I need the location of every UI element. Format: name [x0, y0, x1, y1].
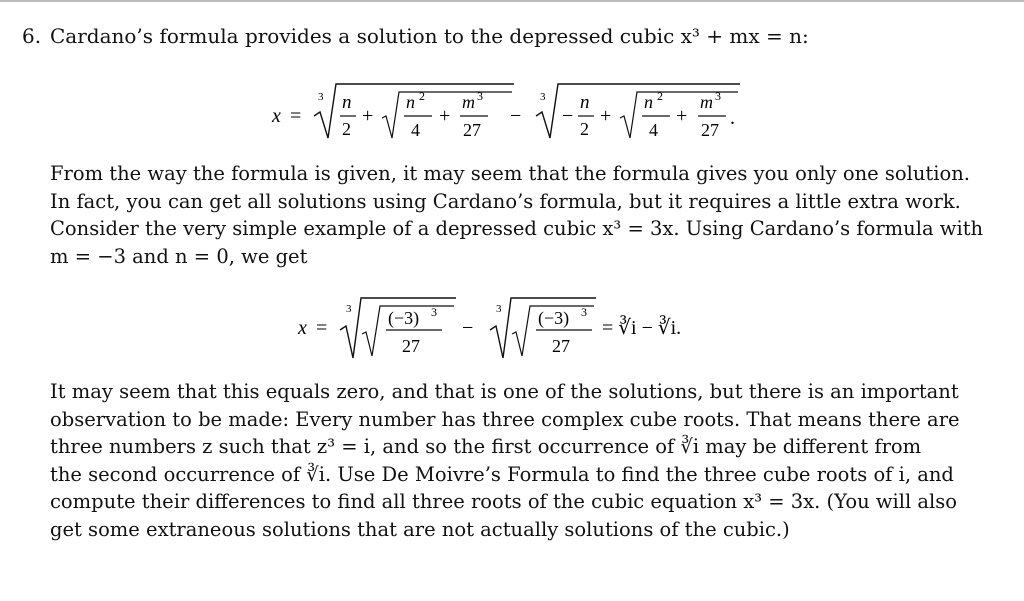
paragraph-1-line: From the way the formula is given, it may seem that the formula gives you only one solution. — [50, 162, 970, 185]
svg-text:x: x — [298, 317, 307, 339]
svg-text:+: + — [676, 105, 688, 127]
svg-text:3: 3 — [540, 91, 546, 103]
equals-sign: = — [290, 105, 302, 127]
paragraph-2-line: compute their differences to find all three roots of the cubic equation x³ = 3x. (You will also — [50, 490, 958, 513]
svg-text:2: 2 — [342, 119, 351, 139]
paragraph-1-line: m = −3 and n = 0, we get — [50, 244, 308, 268]
paragraph-2 — [50, 378, 960, 543]
paragraph-1-line: Consider the very simple example of a depressed cubic x³ = 3x. Using Cardano’s formula with — [50, 217, 984, 240]
svg-text:n: n — [644, 92, 653, 112]
svg-text:n: n — [342, 92, 352, 113]
svg-text:2: 2 — [580, 119, 589, 139]
svg-text:3: 3 — [581, 305, 587, 319]
svg-text:2: 2 — [657, 89, 663, 103]
svg-text:+: + — [362, 105, 374, 127]
svg-text:m: m — [462, 92, 475, 112]
svg-text:(−3): (−3) — [388, 308, 420, 328]
svg-text:=: = — [316, 317, 328, 339]
example-first-root — [340, 298, 456, 358]
paragraph-2-line: get some extraneous solutions that are not actually solutions of the cubic.) — [50, 517, 790, 541]
svg-text:2: 2 — [419, 89, 425, 103]
svg-text:−: − — [562, 105, 574, 127]
first-cube-root — [314, 84, 514, 140]
paragraph-1-line: In fact, you can get all solutions using Cardano’s formula, but it requires a little extra work. — [50, 189, 961, 213]
second-cube-root — [536, 84, 740, 140]
problem-number: 6. — [22, 24, 42, 48]
svg-text:27: 27 — [701, 120, 719, 140]
svg-text:n: n — [580, 92, 590, 113]
svg-text:3: 3 — [431, 305, 437, 319]
minus-sign: − — [510, 105, 522, 127]
svg-text:3: 3 — [477, 89, 483, 103]
svg-text:.: . — [730, 107, 735, 129]
example-equation — [290, 290, 720, 370]
svg-text:27: 27 — [552, 336, 570, 356]
paragraph-2-line: three numbers z such that z³ = i, and so the first occurrence of ∛i may be different from — [50, 435, 922, 458]
svg-text:27: 27 — [402, 336, 420, 356]
cardano-formula — [262, 72, 742, 152]
example-rhs: = ∛i − ∛i. — [602, 317, 682, 339]
svg-text:+: + — [600, 105, 612, 127]
paragraph-1 — [50, 160, 983, 270]
svg-text:+: + — [439, 105, 451, 127]
svg-text:3: 3 — [496, 303, 502, 315]
svg-text:4: 4 — [649, 120, 658, 140]
svg-text:27: 27 — [463, 120, 481, 140]
paragraph-2-line: observation to be made: Every number has three complex cube roots. That means there are — [50, 407, 960, 431]
svg-text:3: 3 — [318, 91, 324, 103]
svg-text:m: m — [700, 92, 713, 112]
formula-x-label: x — [272, 105, 281, 127]
paragraph-2-line: It may seem that this equals zero, and that is one of the solutions, but there is an important — [50, 380, 959, 403]
example-second-root — [490, 298, 596, 358]
svg-text:4: 4 — [411, 120, 420, 140]
problem-intro: Cardano’s formula provides a solution to the depressed cubic x³ + mx = n: — [50, 24, 809, 48]
svg-text:3: 3 — [346, 303, 352, 315]
paragraph-2-line: the second occurrence of ∛i. Use De Moivre’s Formula to find the three cube roots of i, and — [50, 462, 954, 486]
svg-text:−: − — [462, 317, 474, 339]
svg-text:3: 3 — [715, 89, 721, 103]
svg-text:n: n — [406, 92, 415, 112]
svg-text:(−3): (−3) — [538, 308, 570, 328]
